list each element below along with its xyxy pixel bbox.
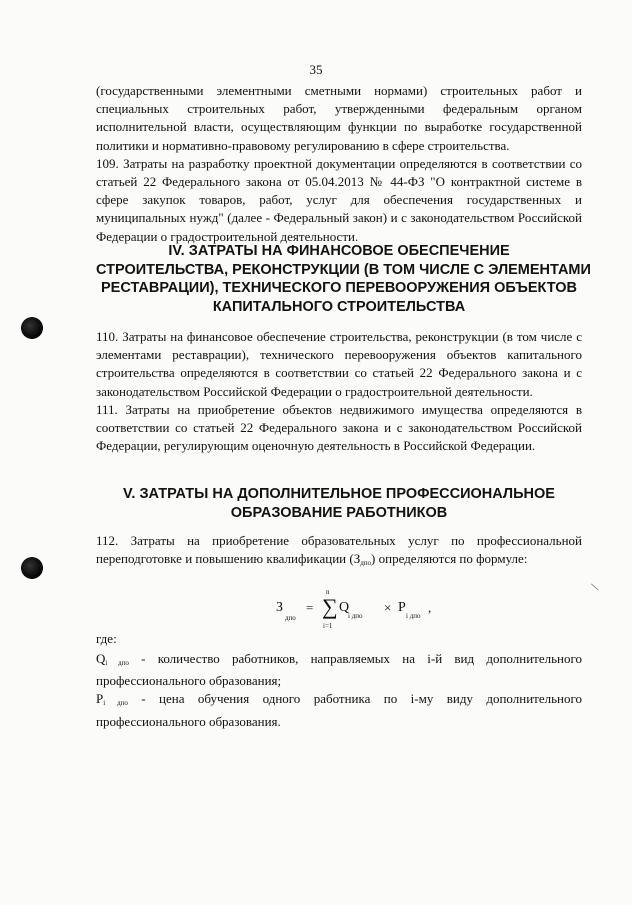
formula-lhs: З [276, 600, 284, 615]
text-block-top [96, 82, 582, 246]
where-label: где: [96, 631, 117, 646]
heading-line: КАПИТАЛЬНОГО СТРОИТЕЛЬСТВА [212, 298, 466, 315]
formula [276, 586, 476, 636]
sum-symbol: ∑ [322, 594, 338, 619]
punch-hole-top [21, 317, 43, 339]
heading-line: СТРОИТЕЛЬСТВА, РЕКОНСТРУКЦИИ (В ТОМ ЧИСЛЕ С ЭЛЕМЕНТАМИ [96, 261, 591, 278]
section-heading-iv [96, 242, 591, 316]
text-block-middle [96, 328, 582, 455]
formula-p-subscript: i дпо [406, 612, 421, 620]
formula-q: Q [339, 600, 350, 615]
heading-line: IV. ЗАТРАТЫ НА ФИНАНСОВОЕ ОБЕСПЕЧЕНИЕ [168, 243, 510, 259]
formula-equals: = [306, 600, 314, 615]
definitions [96, 650, 582, 731]
margin-mark: \ [589, 579, 600, 594]
definition-q: Qi дпо - количество работников, направляемых на i-й вид дополнительного профессионального образования; [96, 651, 582, 689]
punch-hole-bottom [21, 557, 43, 579]
paragraph-112 [96, 532, 582, 572]
paragraph-continuation: (государственными элементными сметными нормами) строительных работ и специальных строительных работ, утвержденными федеральным органом исполнительной власти, осуществляющим функции по выработке государственной политики и нормативно-правовому регулированию в сфере строительства. [96, 83, 582, 153]
formula-lhs-subscript: дпо [285, 614, 296, 622]
inline-symbol: (Здпо) [349, 551, 376, 568]
definition-p: Pi дпо - цена обучения одного работника по i-му виду дополнительного профессионального образования. [96, 691, 582, 729]
formula-times: × [384, 600, 392, 615]
paragraph-111: 111. Затраты на приобретение объектов недвижимого имущества определяются в соответствии со статьей 22 Федерального закона и с законодательством Российской Федерации, регулирующим оценочную деятельность в Российской Федерации. [96, 401, 582, 454]
heading-line: V. ЗАТРАТЫ НА ДОПОЛНИТЕЛЬНОЕ ПРОФЕССИОНАЛЬНОЕ [123, 486, 555, 502]
heading-line: РЕСТАВРАЦИИ), ТЕХНИЧЕСКОГО ПЕРЕВООРУЖЕНИЯ ОБЪЕКТОВ [100, 280, 578, 297]
paragraph-109: 109. Затраты на разработку проектной документации определяются в соответствии со статьей 22 Федерального закона от 05.04.2013 № 44-ФЗ "О контрактной системе в сфере закупок товаров, работ, услуг для обеспечения государственных и муниципальных нужд" (далее - Федеральный закон) и с законодательством Российской Федерации о градостроительной деятельности. [96, 155, 582, 244]
sum-lower-limit: i=1 [323, 622, 333, 630]
sum-upper-limit: n [326, 588, 330, 596]
section-heading-v [96, 485, 582, 522]
paragraph-110: 110. Затраты на финансовое обеспечение строительства, реконструкции (в том числе с элементами реставрации), технического перевооружения объектов капитального строительства определяются в соответствии со статьей 22 Федерального закона и с законодательством Российской Федерации о градостроительной деятельности. [96, 329, 582, 399]
paragraph-112-tail: определяются по формуле: [378, 551, 528, 567]
formula-comma: , [428, 600, 432, 615]
heading-line: ОБРАЗОВАНИЕ РАБОТНИКОВ [230, 504, 448, 521]
page-number: 35 [309, 62, 323, 77]
formula-q-subscript: i дпо [348, 612, 363, 620]
formula-p: P [398, 600, 406, 615]
paragraph-112-text: 112. Затраты на приобретение образовательных услуг по профессиональной переподготовке и повышению квалификации [96, 533, 582, 567]
